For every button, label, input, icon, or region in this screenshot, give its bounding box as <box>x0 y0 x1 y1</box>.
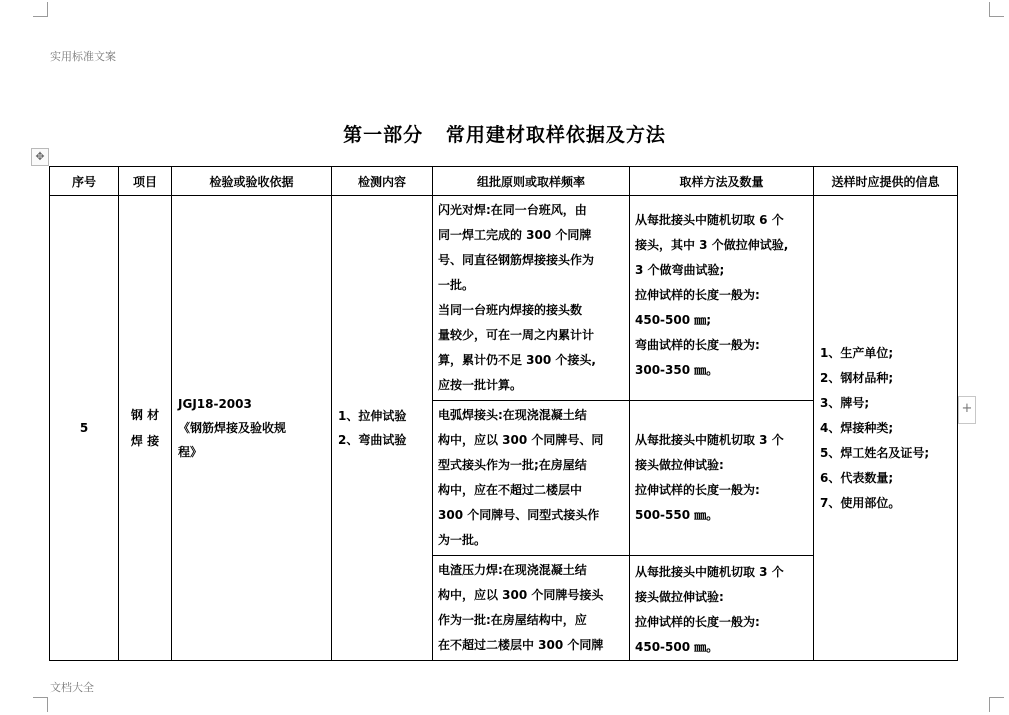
page-header: 实用标准文案 <box>50 50 116 63</box>
text-line: 450-500 ㎜; <box>635 313 712 327</box>
table-row <box>50 196 958 401</box>
info-line: 4、焊接种类; <box>820 420 894 435</box>
crop-mark-top-left <box>33 2 48 17</box>
sampling-table <box>49 166 958 661</box>
item-line: 钢 材 <box>130 408 160 422</box>
header-item: 项目 <box>119 167 172 196</box>
crop-mark-bottom-left <box>33 697 48 712</box>
add-column-button[interactable]: + <box>958 396 976 424</box>
cell-batch-electroslag <box>433 556 630 661</box>
cell-item <box>119 196 172 661</box>
header-content: 检测内容 <box>332 167 433 196</box>
header-seq: 序号 <box>50 167 119 196</box>
text-line: 500-550 ㎜。 <box>635 508 719 522</box>
crop-mark-bottom-right <box>989 697 1004 712</box>
basis-line: 《钢筋焊接及验收规 <box>178 421 287 435</box>
header-info: 送样时应提供的信息 <box>814 167 958 196</box>
content-line: 1、拉伸试验 <box>338 409 407 423</box>
cell-batch-flash-butt <box>433 196 630 401</box>
text-line: 在不超过二楼层中 300 个同牌 <box>438 638 604 652</box>
seq-number: 5 <box>79 421 89 435</box>
text-line: 电弧焊接头:在现浇混凝土结 <box>438 408 587 422</box>
text-line: 同一焊工完成的 300 个同牌 <box>438 228 592 242</box>
info-line: 3、牌号; <box>820 395 870 410</box>
text-line: 300 个同牌号、同型式接头作 <box>438 508 600 522</box>
header-basis: 检验或验收依据 <box>172 167 332 196</box>
text-line: 当同一台班内焊接的接头数 <box>438 303 583 317</box>
cell-method-flash-butt <box>630 196 814 401</box>
cell-batch-arc-weld <box>433 401 630 556</box>
text-line: 拉伸试样的长度一般为: <box>635 288 760 302</box>
page-title: 第一部分 常用建材取样依据及方法 <box>343 124 666 146</box>
cell-method-arc-weld <box>630 401 814 556</box>
header-method: 取样方法及数量 <box>630 167 814 196</box>
text-line: 450-500 ㎜。 <box>635 640 719 654</box>
text-line: 号、同直径钢筋焊接接头作为 <box>438 253 595 267</box>
info-line: 6、代表数量; <box>820 470 894 485</box>
basis-code: JGJ18-2003 <box>178 397 252 411</box>
header-batch-rule: 组批原则或取样频率 <box>433 167 630 196</box>
content-line: 2、弯曲试验 <box>338 433 407 447</box>
text-line: 构中，应以 300 个同牌号接头 <box>438 588 604 602</box>
text-line: 拉伸试样的长度一般为: <box>635 615 760 629</box>
text-line: 从每批接头中随机切取 3 个 <box>635 433 784 447</box>
text-line: 接头，其中 3 个做拉伸试验, <box>635 238 789 252</box>
text-line: 构中，应以 300 个同牌号、同 <box>438 433 604 447</box>
item-line: 焊 接 <box>130 434 160 448</box>
crop-mark-top-right <box>989 2 1004 17</box>
cell-method-electroslag <box>630 556 814 661</box>
text-line: 从每批接头中随机切取 3 个 <box>635 565 784 579</box>
info-line: 2、钢材品种; <box>820 370 894 385</box>
text-line: 接头做拉伸试验: <box>635 590 724 604</box>
text-line: 一批。 <box>438 278 475 292</box>
cell-info <box>814 196 958 661</box>
cell-seq <box>50 196 119 661</box>
text-line: 型式接头作为一批;在房屋结 <box>438 458 587 472</box>
text-line: 闪光对焊:在同一台班风，由 <box>438 203 587 217</box>
text-line: 电渣压力焊:在现浇混凝土结 <box>438 563 587 577</box>
table-move-handle-icon[interactable]: ✥ <box>31 148 49 166</box>
text-line: 3 个做弯曲试验; <box>635 263 725 277</box>
text-line: 从每批接头中随机切取 6 个 <box>635 213 784 227</box>
page-footer: 文档大全 <box>50 681 94 694</box>
text-line: 接头做拉伸试验: <box>635 458 724 472</box>
info-line: 1、生产单位; <box>820 345 894 360</box>
cell-basis <box>172 196 332 661</box>
text-line: 为一批。 <box>438 533 487 547</box>
info-line: 5、焊工姓名及证号; <box>820 445 930 460</box>
text-line: 作为一批:在房屋结构中，应 <box>438 613 587 627</box>
text-line: 弯曲试样的长度一般为: <box>635 338 760 352</box>
text-line: 构中，应在不超过二楼层中 <box>438 483 583 497</box>
text-line: 300-350 ㎜。 <box>635 363 719 377</box>
info-line: 7、使用部位。 <box>820 495 901 510</box>
table-header-row <box>50 167 958 196</box>
cell-content <box>332 196 433 661</box>
basis-line: 程》 <box>178 445 203 459</box>
text-line: 拉伸试样的长度一般为: <box>635 483 760 497</box>
text-line: 量较少，可在一周之内累计计 <box>438 328 595 342</box>
text-line: 算，累计仍不足 300 个接头, <box>438 353 596 367</box>
text-line: 应按一批计算。 <box>438 378 523 392</box>
